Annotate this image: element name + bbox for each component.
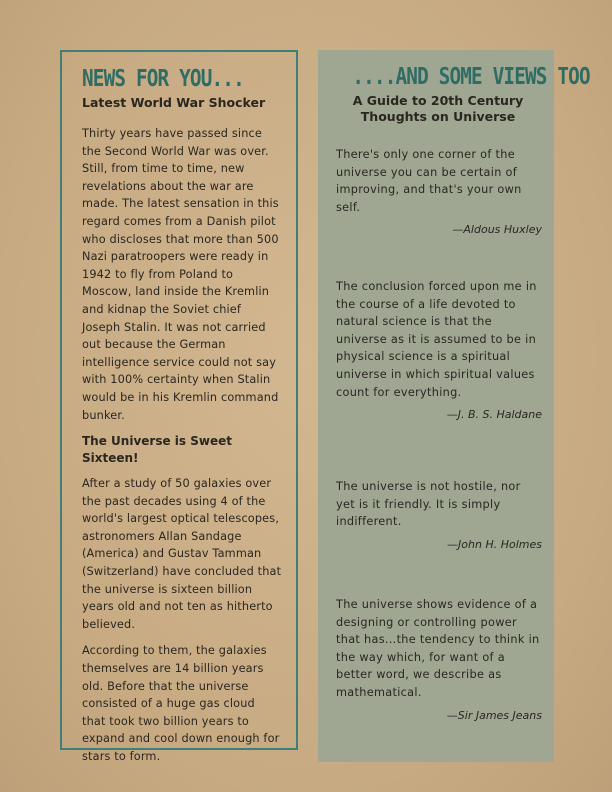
quote-text: The universe shows evidence of a designing or controlling power that has...the tendency to think in the way which, for want of a better word, we describe as mathematical. bbox=[336, 598, 540, 699]
quote-author: —John H. Holmes bbox=[447, 537, 542, 551]
quote-text: The conclusion forced upon me in the course of a life devoted to natural science is that the universe as it is assumed to be in physical science is a spiritual universe in which spiritual values count for everything. bbox=[336, 280, 537, 399]
quote-block bbox=[336, 478, 542, 553]
quote-author: —Sir James Jeans bbox=[446, 708, 542, 722]
quote-author: —Aldous Huxley bbox=[452, 223, 542, 237]
news-paragraph-3: According to them, the galaxies themselves are 14 billion years old. Before that the universe consisted of a huge gas cloud that took two billion years to expand and cool down enough for stars to form. bbox=[82, 644, 280, 763]
news-paragraph-1: Thirty years have passed since the Second World War was over. Still, from time to time, new revelations about the war are made. The latest sensation in this regard comes from a Danish pilot who discloses that more than 500 Nazi paratroopers were ready in 1942 to fly from Poland to Moscow, land inside the Kremlin and kidnap the Soviet chief Joseph Stalin. It was not carried out because the German intelligence service could not say with 100% certainty when Stalin would be in his Kremlin command bunker. bbox=[82, 127, 279, 422]
views-column bbox=[318, 50, 590, 762]
views-heading: ....AND SOME VIEWS TOO bbox=[352, 64, 590, 90]
quote-text: The universe is not hostile, nor yet is it friendly. It is simply indifferent. bbox=[336, 480, 521, 529]
news-subheading: Latest World War Shocker bbox=[82, 95, 266, 110]
quote-block bbox=[336, 278, 542, 423]
news-paragraph-2: After a study of 50 galaxies over the past decades using 4 of the world's largest optical telescopes, astronomers Allan Sandage (America) and Gustav Tamman (Switzerland) have concluded that the universe is sixteen billion years old and not ten as hitherto believed. bbox=[82, 477, 282, 631]
views-subheading: A Guide to 20th Century Thoughts on Universe bbox=[352, 93, 524, 124]
universe-section-title: The Universe is Sweet Sixteen! bbox=[82, 434, 232, 466]
quote-text: There's only one corner of the universe you can be certain of improving, and that's your own self. bbox=[336, 148, 522, 214]
news-column bbox=[60, 50, 298, 763]
quote-block bbox=[336, 146, 542, 238]
news-heading: NEWS FOR YOU... bbox=[82, 66, 244, 92]
quote-block bbox=[336, 596, 542, 724]
quote-author: —J. B. S. Haldane bbox=[446, 408, 542, 422]
